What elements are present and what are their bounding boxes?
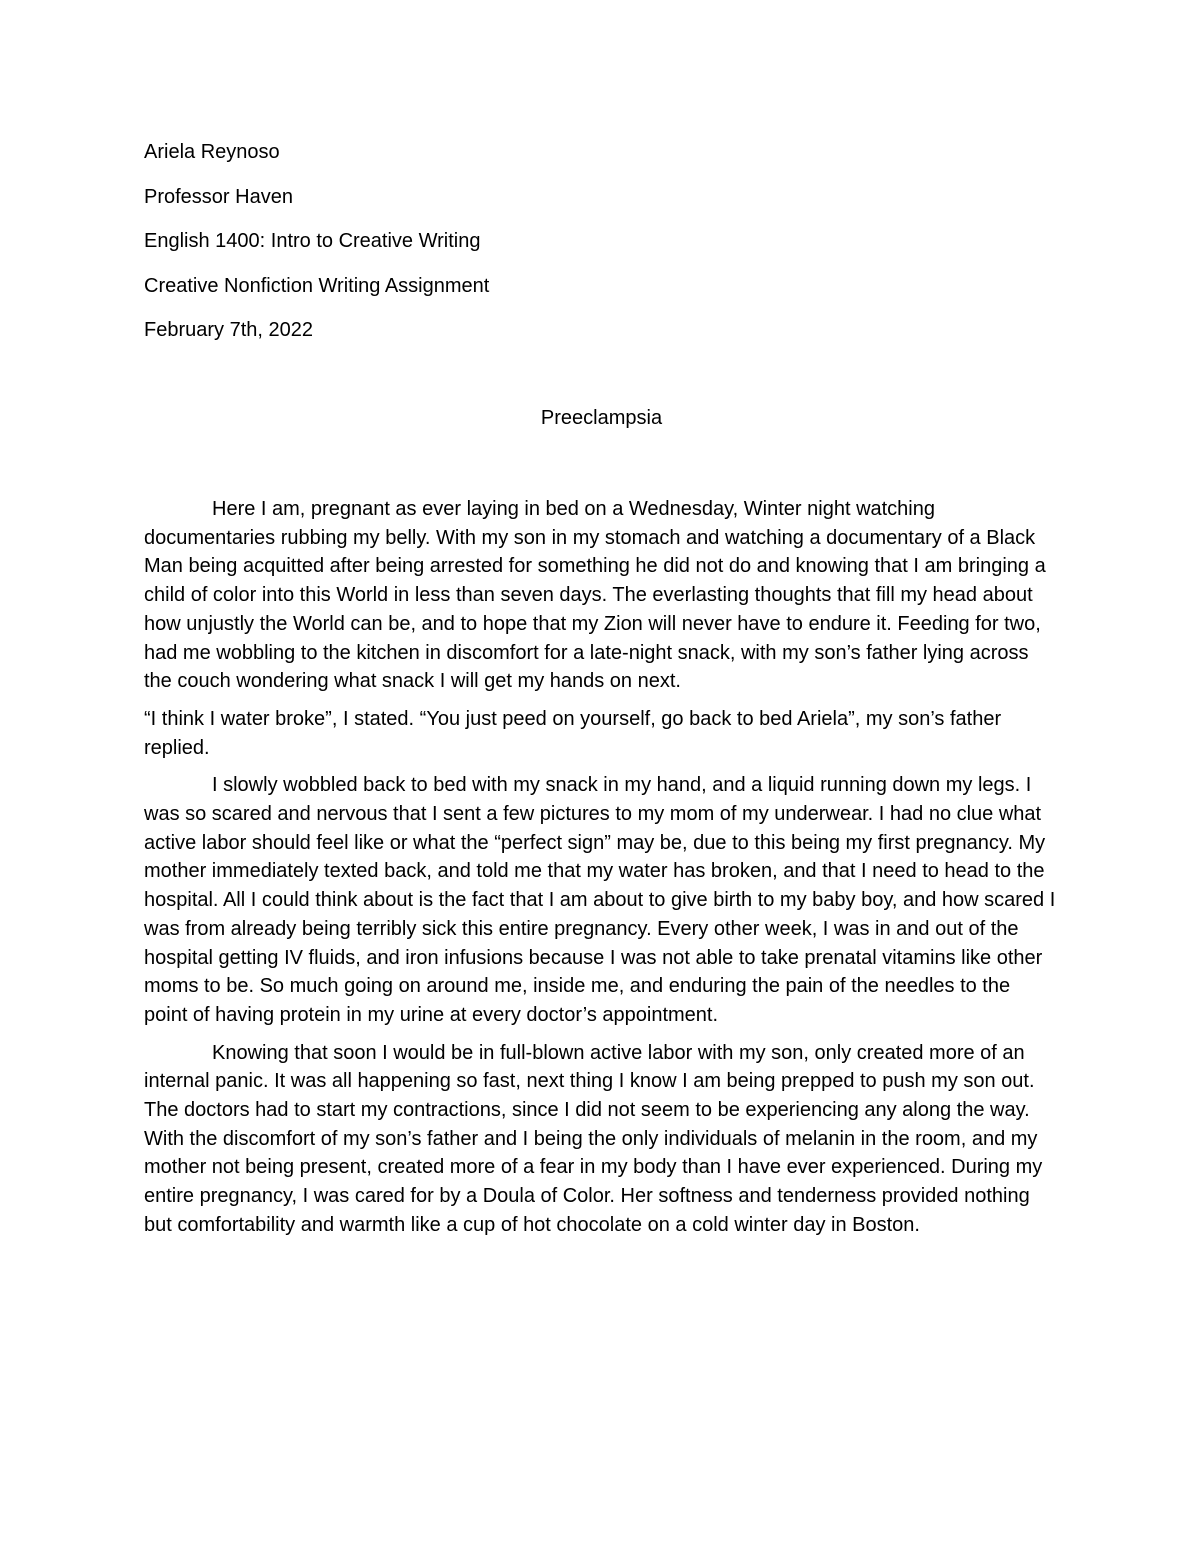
paragraph-2: “I think I water broke”, I stated. “You just peed on yourself, go back to bed Ariela”, my son’s father replied. [144,707,1002,759]
paragraph-1: Here I am, pregnant as ever laying in bed on a Wednesday, Winter night watching documentaries rubbing my belly. With my son in my stomach and watching a documentary of a Black Man being acquitted after being arrested for something he did not do and knowing that I am bringing a child of color into this World in less than seven days. The everlasting thoughts that fill my head about how unjustly the World can be, and to hope that my Zion will never have to endure it. Feeding for two, had me wobbling to the kitchen in discomfort for a late-night snack, with my son’s father lying across the couch wondering what snack I will get my hands on next. [144,498,1046,693]
course-name: English 1400: Intro to Creative Writing [144,230,481,252]
instructor-name: Professor Haven [144,185,293,208]
author-name: Ariela Reynoso [144,141,280,163]
paragraph-4: Knowing that soon I would be in full-blown active labor with my son, only created more of an internal panic. It was all happening so fast, next thing I know I am being prepped to push my son out. The doctors had to start my contractions, since I did not seem to be experiencing any along the way. With the discomfort of my son’s father and I being the only individuals of melanin in the room, and my mother not being present, created more of a fear in my body than I have ever experienced. During my entire pregnancy, I was cared for by a Doula of Color. Her softness and tenderness provided nothing but comfortability and warmth like a cup of hot chocolate on a cold winter day in Boston. [144,1041,1043,1236]
paragraph-3: I slowly wobbled back to bed with my snack in my hand, and a liquid running down my legs. I was so scared and nervous that I sent a few pictures to my mom of my underwear. I had no clue what active labor should feel like or what the “perfect sign” may be, due to this being my first pregnancy. My mother immediately texted back, and told me that my water has broken, and that I need to head to the hospital. All I could think about is the fact that I am about to give birth to my baby boy, and how scared I was from already being terribly sick this entire pregnancy. Every other week, I was in and out of the hospital getting IV fluids, and iron infusions because I was not able to take prenatal vitamins like other moms to be. So much going on around me, inside me, and enduring the pain of the needles to the point of having protein in my urine at every doctor’s appointment. [144,774,1056,1026]
submission-date: February 7th, 2022 [144,319,313,341]
essay-title: Preeclampsia [540,407,663,429]
document-body [144,140,1059,1249]
assignment-name: Creative Nonfiction Writing Assignment [144,274,490,297]
